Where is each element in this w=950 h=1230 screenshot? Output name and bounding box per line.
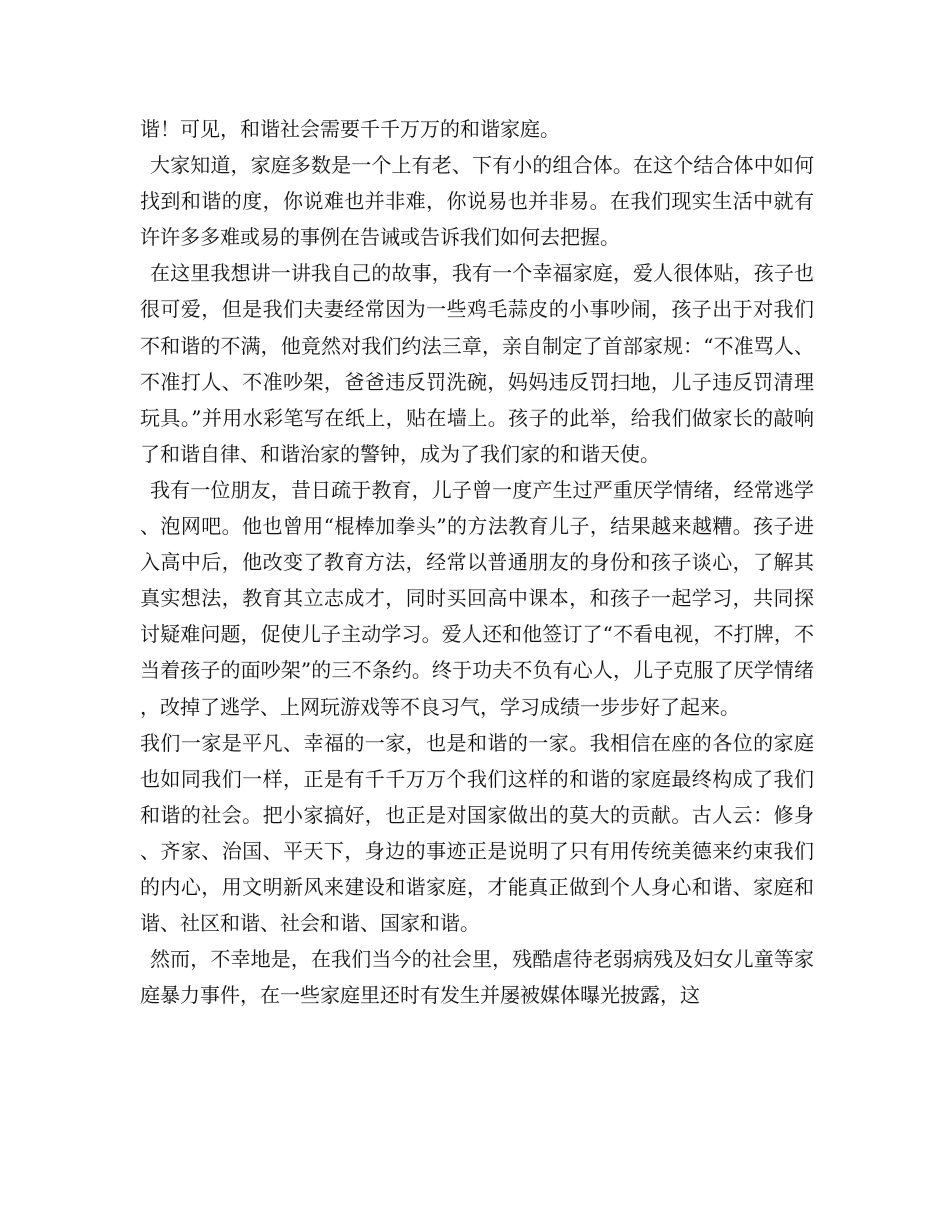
document-body xyxy=(140,111,814,1013)
paragraph-6: 然而，不幸地是，在我们当今的社会里，残酷虐待老弱病残及妇女儿童等家庭暴力事件，在一些家庭里还时有发生并屡被媒体曝光披露，这 xyxy=(140,947,814,1008)
paragraph-1: 谐！可见，和谐社会需要千千万万的和谐家庭。 xyxy=(140,117,560,141)
paragraph-5: 我们一家是平凡、幸福的一家，也是和谐的一家。我相信在座的各位的家庭也如同我们一样，正是有千千万万个我们这样的和谐的家庭最终构成了我们和谐的社会。把小家搞好，也正是对国家做出的莫大的贡献。古人云：修身、齐家、治国、平天下，身边的事迹正是说明了只有用传统美德来约束我们的内心，用文明新风来建设和谐家庭，才能真正做到个人身心和谐、家庭和谐、社区和谐、社会和谐、国家和谐。 xyxy=(140,730,814,936)
paragraph-2: 大家知道，家庭多数是一个上有老、下有小的组合体。在这个结合体中如何找到和谐的度，你说难也并非难，你说易也并非易。在我们现实生活中就有许许多多难或易的事例在告诫或告诉我们如何去把握。 xyxy=(140,153,814,250)
paragraph-4: 我有一位朋友，昔日疏于教育，儿子曾一度产生过严重厌学情绪，经常逃学、泡网吧。他也曾用“棍棒加拳头”的方法教育儿子，结果越来越糟。孩子进入高中后，他改变了教育方法，经常以普通朋友的身份和孩子谈心，了解其真实想法，教育其立志成才，同时买回高中课本，和孩子一起学习，共同探讨疑难问题，促使儿子主动学习。爱人还和他签订了“不看电视，不打牌，不当着孩子的面吵架”的三不条约。终于功夫不负有心人，儿子克服了厌学情绪，改掉了逃学、上网玩游戏等不良习气，学习成绩一步步好了起来。 xyxy=(140,477,814,719)
paragraph-3: 在这里我想讲一讲我自己的故事，我有一个幸福家庭，爱人很体贴，孩子也很可爱，但是我们夫妻经常因为一些鸡毛蒜皮的小事吵闹，孩子出于对我们不和谐的不满，他竟然对我们约法三章，亲自制定了首部家规：“不准骂人、不准打人、不准吵架，爸爸违反罚洗碗，妈妈违反罚扫地，儿子违反罚清理玩具。”并用水彩笔写在纸上，贴在墙上。孩子的此举，给我们做家长的敲响了和谐自律、和谐治家的警钟，成为了我们家的和谐天使。 xyxy=(140,261,814,466)
